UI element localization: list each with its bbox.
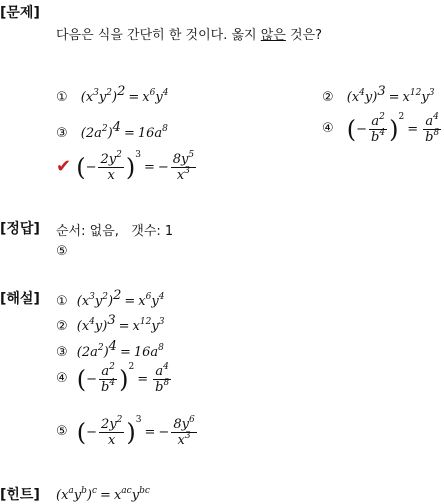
solution-item-1 bbox=[56, 290, 164, 309]
answer-order-count: 순서: 없음, 갯수: 1 bbox=[56, 224, 174, 239]
question-pre: 다음은 식을 간단히 한 것이다. 옳지 bbox=[56, 28, 261, 43]
option-1-marker: ① bbox=[56, 90, 68, 105]
solution-5-marker: ⑤ bbox=[56, 424, 68, 439]
solution-4-formula: (− $\frac{a^2}{b^4}$ )$^2$= $\frac{a^4}{b^8}$ bbox=[76, 362, 170, 395]
check-mark-icon: ✔ bbox=[56, 156, 72, 177]
solution-item-3 bbox=[56, 341, 164, 360]
option-3[interactable] bbox=[56, 122, 168, 141]
option-5[interactable] bbox=[56, 152, 198, 183]
option-2-marker: ② bbox=[322, 90, 334, 105]
solution-3-formula: $(2a^2)^4 = 16a^8$ bbox=[76, 339, 164, 360]
solution-3-marker: ③ bbox=[56, 345, 68, 360]
question-post: 것은? bbox=[285, 28, 323, 43]
option-3-formula: $(2a^2)^4 = 16a^8$ bbox=[80, 120, 168, 141]
solution-item-2 bbox=[56, 315, 164, 334]
solution-5-formula: (− $\frac{2y^2}{x}$ )$^3$= − $\frac{8y^6}{x^3}$ bbox=[76, 415, 195, 448]
option-4-formula: (− $\frac{a^2}{b^4}$ )$^2$= $\frac{a^4}{b^8}$ bbox=[346, 112, 440, 145]
question-text bbox=[56, 24, 322, 43]
solution-item-4 bbox=[56, 364, 173, 395]
hint-formula: $(x^ay^b)^c = x^{ac}y^{bc}$ bbox=[56, 486, 150, 503]
question-underlined: 않은 bbox=[260, 28, 286, 43]
solution-2-formula: $(x^4y)^3 = x^{12}y^3$ bbox=[76, 313, 165, 334]
problem-label: [문제] bbox=[0, 5, 40, 21]
solution-1-marker: ① bbox=[56, 294, 68, 309]
option-1-formula: $(x^3y^2)^2 = x^6y^4$ bbox=[80, 84, 169, 105]
solution-item-5 bbox=[56, 417, 199, 448]
solution-1-formula: $(x^3y^2)^2 = x^6y^4$ bbox=[76, 288, 165, 309]
option-4-marker: ④ bbox=[322, 121, 334, 136]
hint-label: [힌트] bbox=[0, 487, 40, 503]
solution-2-marker: ② bbox=[56, 319, 68, 334]
option-5-formula: (− $\frac{2y^2}{x}$ )$^3$= − $\frac{8y^5}{x^3}$ bbox=[76, 150, 195, 183]
solution-4-marker: ④ bbox=[56, 371, 68, 386]
option-2[interactable] bbox=[322, 86, 434, 105]
solution-label: [해설] bbox=[0, 291, 40, 307]
option-4[interactable] bbox=[322, 114, 443, 145]
option-2-formula: $(x^4y)^3 = x^{12}y^3$ bbox=[346, 84, 435, 105]
answer-label: [정답] bbox=[0, 221, 40, 237]
answer-choice: ⑤ bbox=[56, 244, 68, 259]
option-1[interactable] bbox=[56, 86, 168, 105]
option-3-marker: ③ bbox=[56, 126, 68, 141]
